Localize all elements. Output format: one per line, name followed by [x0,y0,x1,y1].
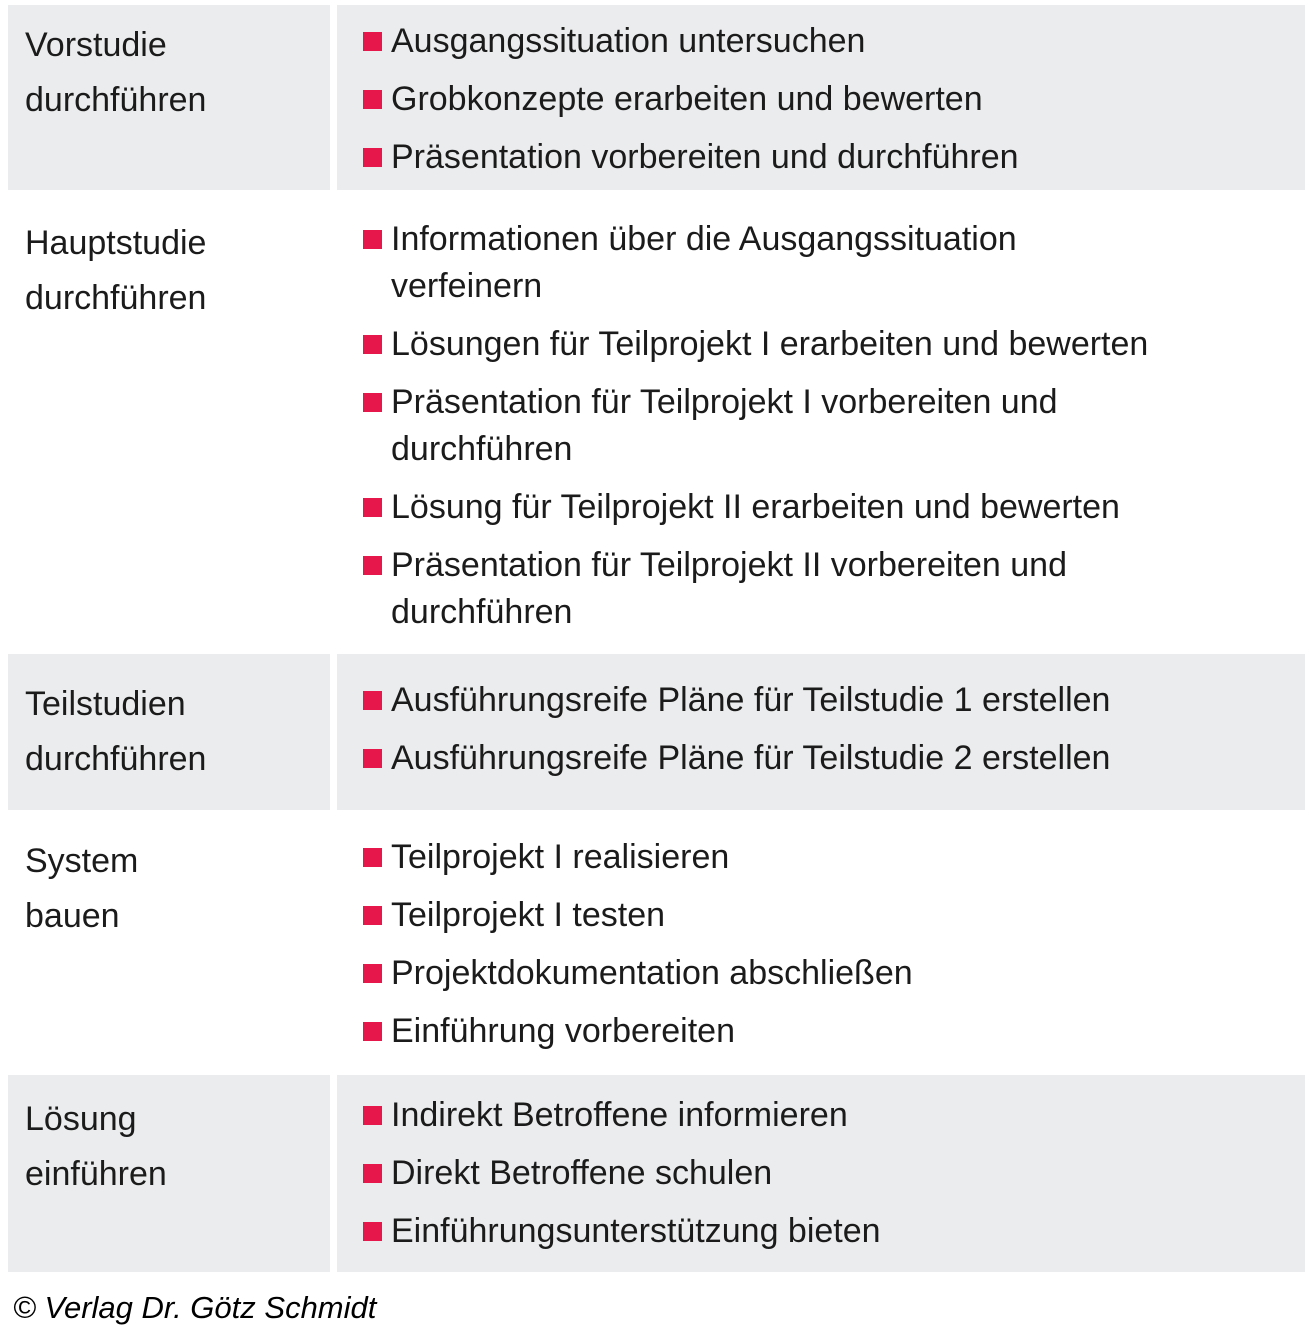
phase-row-teilstudien [8,654,1305,810]
task-item [337,379,1305,473]
task-line: Indirekt Betroffene informieren [391,1096,848,1134]
copyright-footer: © Verlag Dr. Götz Schmidt [13,1290,377,1325]
task-line: Einführung vorbereiten [391,1012,736,1050]
task-line: Direkt Betroffene schulen [391,1154,773,1192]
column-divider [330,198,337,646]
bullet-square-icon [363,498,382,517]
phase-title-line: System [25,842,139,880]
phase-title [8,198,330,646]
task-item [337,484,1305,531]
phase-title-line: durchführen [25,81,207,119]
task-line: Lösung für Teilprojekt II erarbeiten und bewerten [391,488,1120,526]
task-list [337,1075,1305,1272]
task-line: Projektdokumentation abschließen [391,954,913,992]
phase-title-line: einführen [25,1155,167,1193]
phase-title-line: durchführen [25,279,207,317]
task-line: Präsentation für Teilprojekt II vorbereiten und [391,546,1067,584]
task-line: durchführen [391,430,573,468]
bullet-square-icon [363,906,382,925]
bullet-square-icon [363,1106,382,1125]
task-line: Lösungen für Teilprojekt I erarbeiten und bewerten [391,325,1149,363]
task-line: Teilprojekt I testen [391,896,666,934]
phase-row-hauptstudie [8,198,1305,646]
task-item [337,1150,1305,1197]
phase-title [8,654,330,810]
bullet-square-icon [363,556,382,575]
task-list [337,198,1305,646]
column-divider [330,1075,337,1272]
phase-title-line: Hauptstudie [25,224,207,262]
phase-title-line: durchführen [25,740,207,778]
bullet-square-icon [363,1022,382,1041]
task-line: Informationen über die Ausgangssituation [391,220,1017,258]
task-item [337,1092,1305,1139]
task-line: Teilprojekt I realisieren [391,838,730,876]
task-line: Ausführungsreife Pläne für Teilstudie 1 erstellen [391,681,1111,719]
task-list [337,818,1305,1067]
task-list [337,5,1305,190]
phase-title-line: bauen [25,897,120,935]
bullet-square-icon [363,749,382,768]
phase-title-line: Teilstudien [25,685,186,723]
phase-row-system [8,818,1305,1067]
task-item [337,216,1305,310]
bullet-square-icon [363,1222,382,1241]
task-item [337,892,1305,939]
phase-title [8,818,330,1067]
column-divider [330,5,337,190]
task-line: Ausgangssituation untersuchen [391,22,866,60]
task-line: Einführungsunterstützung bieten [391,1212,881,1250]
bullet-square-icon [363,691,382,710]
bullet-square-icon [363,230,382,249]
task-line: Grobkonzepte erarbeiten und bewerten [391,80,983,118]
phase-title-line: Vorstudie [25,26,167,64]
task-item [337,321,1305,368]
task-item [337,134,1305,181]
task-item [337,834,1305,881]
phase-title [8,1075,330,1272]
task-line: Ausführungsreife Pläne für Teilstudie 2 erstellen [391,739,1111,777]
task-item [337,735,1305,782]
task-item [337,76,1305,123]
phase-title-line: Lösung [25,1100,137,1138]
bullet-square-icon [363,90,382,109]
task-list [337,654,1305,810]
bullet-square-icon [363,393,382,412]
bullet-square-icon [363,32,382,51]
bullet-square-icon [363,148,382,167]
task-item [337,1208,1305,1255]
bullet-square-icon [363,335,382,354]
task-line: durchführen [391,593,573,631]
column-divider [330,654,337,810]
column-divider [330,818,337,1067]
task-line: Präsentation für Teilprojekt I vorbereiten und [391,383,1058,421]
bullet-square-icon [363,848,382,867]
task-line: Präsentation vorbereiten und durchführen [391,138,1019,176]
task-item [337,950,1305,997]
bullet-square-icon [363,964,382,983]
task-item [337,18,1305,65]
task-line: verfeinern [391,267,543,305]
phase-row-vorstudie [8,5,1305,190]
phase-title [8,5,330,190]
task-item [337,1008,1305,1055]
phase-row-loesung [8,1075,1305,1272]
task-item [337,677,1305,724]
bullet-square-icon [363,1164,382,1183]
task-item [337,542,1305,636]
